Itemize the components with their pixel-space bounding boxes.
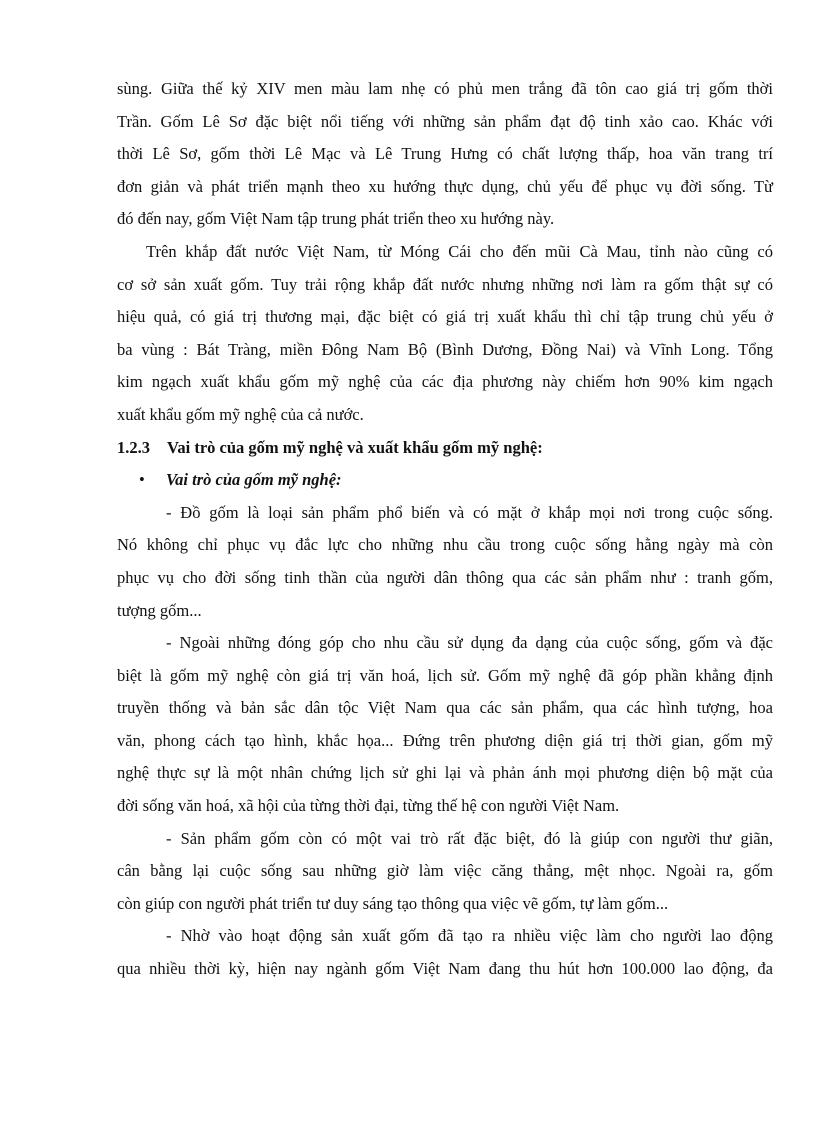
text-line: biệt là gốm mỹ nghệ còn giá trị văn hoá, lịch sử. Gốm mỹ nghệ đã góp phần khẳng định: [117, 665, 773, 685]
text-line: - Đồ gốm là loại sản phẩm phổ biến và có mặt ở khắp mọi nơi trong cuộc sống.: [166, 502, 773, 522]
paragraph-relaxation: [117, 823, 773, 921]
text-line: phục vụ cho đời sống tinh thần của người dân thông qua các sản phẩm như : tranh gốm,: [117, 567, 773, 587]
document-page: [117, 73, 773, 986]
text-line: tượng gốm...: [117, 600, 202, 620]
section-title: Vai trò của gốm mỹ nghệ và xuất khẩu gốm mỹ nghệ:: [167, 437, 543, 457]
text-line: văn, phong cách tạo hình, khắc họa... Đứng trên phương diện giá trị thời gian, gốm mỹ: [117, 730, 773, 750]
paragraph-cultural-value: [117, 627, 773, 823]
paragraph-production-regions: [117, 236, 773, 432]
text-line: đời sống văn hoá, xã hội của từng thời đại, từng thế hệ con người Việt Nam.: [117, 796, 620, 816]
bullet-text: Vai trò của gốm mỹ nghệ:: [166, 470, 342, 490]
text-line: xuất khẩu gốm mỹ nghệ của cả nước.: [117, 404, 364, 424]
paragraph-history-continued: [117, 73, 773, 236]
bullet-icon: •: [139, 470, 145, 490]
text-line: truyền thống và bản sắc dân tộc Việt Nam qua các sản phẩm, qua các hình tượng, hoa: [117, 698, 773, 718]
text-line: đó đến nay, gốm Việt Nam tập trung phát triển theo xu hướng này.: [117, 209, 555, 229]
text-line: cân bằng lại cuộc sống sau những giờ làm việc căng thẳng, mệt nhọc. Ngoài ra, gốm: [117, 861, 773, 881]
text-line: - Ngoài những đóng góp cho nhu cầu sử dụng đa dạng của cuộc sống, gốm và đặc: [166, 633, 773, 653]
text-line: đơn giản và phát triển mạnh theo xu hướng thực dụng, chủ yếu để phục vụ đời sống. Từ: [117, 176, 773, 196]
text-line: - Nhờ vào hoạt động sản xuất gốm đã tạo ra nhiều việc làm cho người lao động: [166, 926, 773, 946]
text-line: Nó không chỉ phục vụ đắc lực cho những nhu cầu trong cuộc sống hằng ngày mà còn: [117, 535, 773, 555]
text-line: ba vùng : Bát Tràng, miền Đông Nam Bộ (Bình Dương, Đồng Nai) và Vĩnh Long. Tổng: [117, 339, 773, 359]
text-line: qua nhiều thời kỳ, hiện nay ngành gốm Việt Nam đang thu hút hơn 100.000 lao động, đa: [117, 959, 773, 979]
section-heading: [117, 432, 773, 465]
paragraph-everyday-use: [117, 497, 773, 627]
text-line: thời Lê Sơ, gốm thời Lê Mạc và Lê Trung Hưng có chất lượng thấp, hoa văn trang trí: [117, 144, 773, 164]
text-line: nghệ thực sự là một nhân chứng lịch sử ghi lại và phản ánh mọi phương diện bộ mặt của: [117, 763, 773, 783]
paragraph-employment: [117, 920, 773, 985]
text-line: cơ sở sản xuất gốm. Tuy trải rộng khắp đất nước nhưng những nơi làm ra gốm thật sự có: [117, 274, 773, 294]
text-line: còn giúp con người phát triển tư duy sáng tạo thông qua việc vẽ gốm, tự làm gốm...: [117, 893, 669, 913]
text-line: sùng. Giữa thế kỷ XIV men màu lam nhẹ có phủ men trắng đã tôn cao giá trị gốm thời: [117, 79, 773, 98]
text-line: hiệu quả, có giá trị thương mại, đặc biệt có giá trị xuất khẩu thì chỉ tập trung chủ yếu ở: [117, 307, 773, 327]
text-line: Trên khắp đất nước Việt Nam, từ Móng Cái cho đến mũi Cà Mau, tỉnh nào cũng có: [146, 241, 773, 261]
text-line: - Sản phẩm gốm còn có một vai trò rất đặc biệt, đó là giúp con người thư giãn,: [166, 828, 773, 848]
section-number: 1.2.3: [117, 437, 150, 457]
text-line: Trần. Gốm Lê Sơ đặc biệt nổi tiếng với những sản phẩm đạt độ tinh xảo cao. Khác với: [117, 111, 773, 131]
bullet-item: [117, 464, 773, 497]
text-line: kim ngạch xuất khẩu gốm mỹ nghệ của các địa phương này chiếm hơn 90% kim ngạch: [117, 372, 773, 392]
